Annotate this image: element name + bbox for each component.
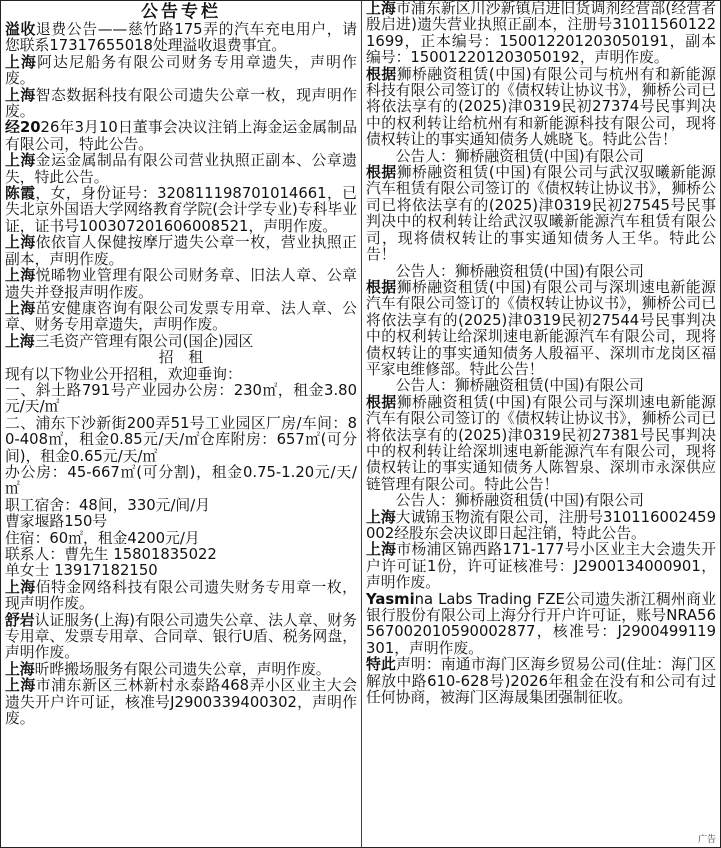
notice-lead: 上海 (366, 1, 396, 17)
rent-line: 职工宿舍：48间，330元/间/月 (5, 496, 211, 514)
notice-lead: 根据 (366, 65, 397, 83)
notice-lead: 上海 (5, 234, 36, 252)
rent-body (5, 367, 357, 580)
notice-item (366, 542, 716, 591)
notice-item (366, 378, 716, 394)
notice-text: 退费公告——慈竹路175弄的汽车充电用户，请您联系17317655018处理溢收退费事宜。 (5, 21, 357, 55)
notice-lead: 上海 (5, 677, 36, 695)
right-notices (366, 1, 716, 706)
notice-text: 26年3月10日董事会决议注销上海金运金属制品有限公司，特此公告。 (5, 119, 357, 153)
notice-item (5, 235, 357, 268)
notice-lead: 上海 (5, 299, 36, 317)
notice-item (366, 592, 716, 658)
rent-line: 住宿：60㎡，租金4200元/月 (5, 529, 200, 547)
notice-lead: 溢收 (5, 21, 36, 38)
notice-text: 狮桥融资租赁(中国)有限公司与武汉驭曦新能源汽车租赁有限公司签订的《债权转让协议书》，狮桥公司已将依法享有的(2025)津0319民初27545号民事判决中的权利转让给武汉驭曦新能源汽车租赁有限公司，现将债权转让的事实通知债务人王华。特此公告！ (366, 164, 716, 264)
notice-text: 依依盲人保健按摩厅遗失公章一枚，营业执照正副本，声明作废。 (5, 234, 357, 268)
notice-text: 市浦东新区川沙新镇启进旧货调剂经营部(经营者殷启进)遗失营业执照正副本，注册号310115601221699，正本编号：150012201203050191，副本编号：150012201203050192，声明作废。 (366, 1, 716, 67)
notice-text: 公告人：狮桥融资租赁(中国)有限公司 (395, 377, 644, 395)
notice-text: na Labs Trading FZE公司遗失浙江稠州商业银行股份有限公司上海分行开户许可证，账号NRA56567002010590002877，核准号：J2900499119301，声明作废。 (366, 590, 716, 657)
notice-item (366, 165, 716, 263)
notice-text: 阿达尼船务有限公司财务专用章遗失，声明作废。 (5, 53, 357, 88)
notice-item (366, 395, 716, 493)
notice-item (366, 67, 716, 149)
notice-text: 声明：南通市海门区海乡贸易公司(住址：海门区解放中路610-628号)2026年租金在没有和公司有过任何协商，被海门区海晟集团强制征收。 (366, 656, 716, 707)
notice-lead: 上海 (5, 53, 38, 71)
rent-line: 现有以下物业公开招租，欢迎垂询： (5, 365, 242, 383)
left-column (3, 1, 359, 847)
notice-item (5, 662, 357, 678)
rent-line: 单女士 13917182150 (5, 562, 158, 580)
notice-text: ，女，身份证号：320811198701014661，已失北京外国语大学网络教育学院(会计学专业)专科毕业证，证书号100307201606008521，声明作废。 (5, 185, 357, 235)
rent-line: 二、浦东下沙新街200弄51号工业园区厂房/车间：80-408㎡，租金0.85元/天/㎡仓库附房：657㎡(可分间)，租金0.65元/天/㎡ (5, 414, 357, 465)
notice-text: 市杨浦区锦西路171-177号小区业主大会遗失开户许可证1份，许可证核准号：J2900134000901，声明作废。 (366, 541, 716, 592)
notice-lead: 上海 (366, 508, 396, 526)
rent-line: 办公房：45-667㎡(可分割)，租金0.75-1.20元/天/㎡ (5, 463, 357, 498)
notice-item (5, 678, 357, 727)
notice-text: 公告人：狮桥融资租赁(中国)有限公司 (395, 147, 644, 165)
notice-lead: 上海 (5, 332, 35, 350)
page-title: 公告专栏 (141, 2, 221, 22)
notice-item (5, 88, 357, 121)
notice-item (366, 657, 716, 706)
notice-lead: 上海 (5, 86, 36, 104)
notice-lead: 上海 (5, 267, 36, 285)
notice-lead: 舒岩 (5, 611, 35, 629)
notice-lead: 经20 (5, 119, 41, 137)
notice-item (5, 120, 357, 153)
notice-item (5, 22, 357, 55)
notice-text: 认证服务(上海)有限公司遗失公章、法人章、财务专用章、发票专用章、合同章、银行U盾、税务网盘，声明作废。 (5, 611, 357, 662)
notice-lead: 根据 (366, 164, 397, 182)
notice-lead: 陈霞 (5, 185, 36, 203)
notice-text: 狮桥融资租赁(中国)有限公司与深圳速电新能源汽车有限公司签订的《债权转让协议书》，狮桥公司已将依法享有的(2025)津0319民初27544号民事判决中的权利转让给深圳速电新能源汽车有限公司，现将债权转让的事实通知债务人殷福平、深圳市龙岗区福平家电维修部。特此公告！ (366, 278, 716, 378)
notice-item (5, 613, 357, 662)
notice-item (5, 186, 357, 235)
left-notices (5, 22, 357, 350)
notice-item (366, 264, 716, 280)
notice-lead: 上海 (366, 541, 397, 559)
notice-text: 金运金属制品有限公司营业执照正副本、公章遗失，特此公告。 (5, 152, 357, 186)
notice-item (5, 580, 357, 613)
notice-text: 智态数据科技有限公司遗失公章一枚，现声明作废。 (5, 86, 357, 121)
notice-lead: 上海 (5, 578, 36, 596)
notice-item (5, 268, 357, 301)
notice-text: 大诚锦玉物流有限公司，注册号310116002459002经股东会决议即日起注销，特此公告。 (366, 508, 716, 542)
column-divider (361, 1, 362, 847)
right-column (364, 1, 718, 847)
notice-lead: 上海 (5, 152, 36, 170)
notice-text: 佰特金网络科技有限公司遗失财务专用章一枚，现声明作废。 (5, 578, 357, 613)
notice-lead: 根据 (366, 278, 397, 296)
notice-item (5, 153, 357, 186)
rent-heading: 招 租 (158, 349, 204, 367)
notice-lead: Yasmi (366, 590, 415, 608)
notice-item (5, 55, 357, 88)
notice-text: 悦晞物业管理有限公司财务章、旧法人章、公章遗失并登报声明作废。 (5, 267, 357, 301)
rent-line: 一、斜土路791号产业园办公房：230㎡，租金3.80元/天/㎡ (5, 381, 357, 416)
notice-text: 三毛资产管理有限公司(国企)园区 (34, 332, 254, 350)
notice-item (366, 493, 716, 509)
rent-line: 曹家堰路150号 (5, 513, 108, 531)
notice-item (366, 510, 716, 543)
rent-line: 联系人：曹先生 15801835022 (5, 546, 217, 563)
notice-lead: 特此 (366, 656, 396, 674)
notice-lead: 上海 (5, 660, 35, 678)
notice-text: 昕晔搬场服务有限公司遗失公章，声明作废。 (34, 660, 331, 678)
notice-item (5, 334, 357, 350)
left-notices-continued (5, 580, 357, 728)
notice-text: 市浦东新区三林新村永泰路468弄小区业主大会遗失开户许可证，核准号J2900339400302，声明作废。 (5, 677, 357, 728)
ad-tag: 广告 (697, 835, 716, 845)
notice-text: 公告人：狮桥融资租赁(中国)有限公司 (395, 492, 644, 510)
notice-text: 狮桥融资租赁(中国)有限公司与杭州有和新能源科技有限公司签订的《债权转让协议书》，狮桥公司已将依法享有的(2025)津0319民初27374号民事判决中的权利转让给杭州有和新能源科技有限公司，现将债权转让的事实通知债务人姚晓飞。特此公告！ (366, 65, 716, 149)
notice-lead: 根据 (366, 393, 397, 411)
notice-text: 公告人：狮桥融资租赁(中国)有限公司 (395, 262, 644, 280)
notice-item (5, 301, 357, 334)
notice-item (366, 280, 716, 378)
notice-text: 茁安健康咨询有限公司发票专用章、法人章、公章、财务专用章遗失，声明作废。 (5, 299, 357, 334)
notice-text: 狮桥融资租赁(中国)有限公司与深圳速电新能源汽车有限公司签订的《债权转让协议书》，狮桥公司已将依法享有的(2025)津0319民初27381号民事判决中的权利转让给深圳速电新能源汽车有限公司，现将债权转让的事实通知债务人陈智泉、深圳市永深供应链管理有限公司。特此公告！ (366, 393, 716, 493)
notice-item (366, 1, 716, 67)
notice-item (366, 149, 716, 165)
